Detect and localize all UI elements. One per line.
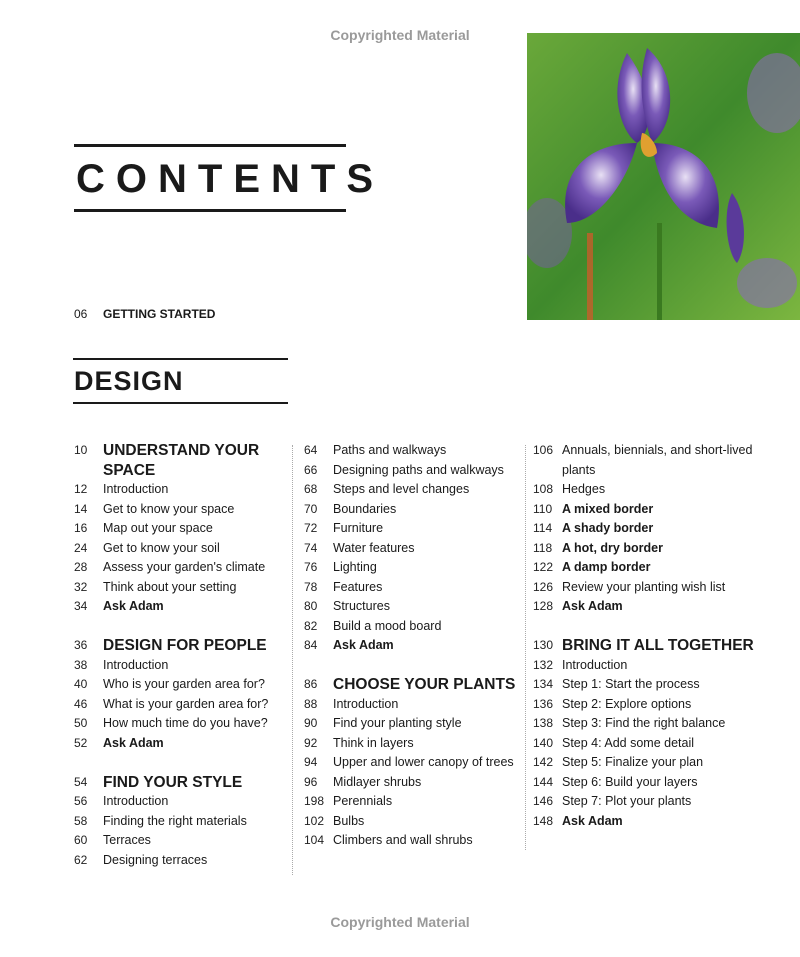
entry-label: Steps and level changes bbox=[333, 482, 470, 496]
page-number: 84 bbox=[304, 638, 318, 652]
toc-entry[interactable] bbox=[533, 792, 758, 812]
page-number: 80 bbox=[304, 599, 318, 613]
entry-label: Step 4: Add some detail bbox=[562, 735, 695, 750]
page-number: 28 bbox=[74, 560, 88, 574]
page-number: 198 bbox=[304, 794, 325, 808]
toc-entry[interactable] bbox=[74, 519, 299, 539]
toc-entry[interactable] bbox=[533, 773, 758, 793]
page-number: 92 bbox=[304, 735, 318, 750]
page-number: 90 bbox=[304, 716, 318, 730]
page-number: 56 bbox=[74, 794, 88, 808]
toc-entry[interactable] bbox=[74, 578, 299, 598]
entry-label: A mixed border bbox=[562, 501, 654, 516]
entry-label: Bulbs bbox=[333, 813, 365, 828]
page-number: 146 bbox=[533, 794, 554, 808]
entry-label: Introduction bbox=[562, 657, 628, 672]
entry-label: Step 6: Build your layers bbox=[562, 774, 698, 789]
toc-entry[interactable] bbox=[533, 734, 758, 754]
entry-label: FIND YOUR STYLE bbox=[103, 773, 243, 791]
entry-label: Midlayer shrubs bbox=[333, 774, 422, 789]
entry-label: A damp border bbox=[562, 560, 651, 574]
page-number: 72 bbox=[304, 521, 318, 535]
spacer bbox=[74, 753, 299, 773]
toc-entry[interactable] bbox=[533, 675, 758, 695]
entry-label: Ask Adam bbox=[103, 599, 164, 613]
toc-entry[interactable] bbox=[304, 753, 529, 773]
toc-chapter-heading[interactable] bbox=[533, 636, 758, 656]
toc-entry[interactable] bbox=[74, 675, 299, 695]
page-number: 14 bbox=[74, 501, 88, 516]
entry-label: Designing terraces bbox=[103, 852, 208, 867]
entry-label: Upper and lower canopy of trees bbox=[333, 755, 514, 769]
entry-label: Think in layers bbox=[333, 735, 414, 750]
copyright-footer: Copyrighted Material bbox=[330, 914, 470, 930]
entry-label: Ask Adam bbox=[562, 813, 623, 828]
page-number: 132 bbox=[533, 657, 554, 672]
entry-label: Step 7: Plot your plants bbox=[562, 794, 692, 808]
title-rule-bottom bbox=[74, 209, 346, 212]
toc-entry[interactable] bbox=[533, 753, 758, 773]
toc-entry[interactable] bbox=[74, 558, 299, 578]
page-number: 62 bbox=[74, 852, 88, 867]
page-number: 36 bbox=[74, 638, 88, 652]
page-number: 138 bbox=[533, 716, 554, 730]
entry-label: Annuals, biennials, and short-lived plants bbox=[562, 443, 753, 477]
toc-entry[interactable] bbox=[304, 636, 529, 656]
page-number: 142 bbox=[533, 755, 554, 769]
toc-entry[interactable] bbox=[304, 480, 529, 500]
entry-label: Step 5: Finalize your plan bbox=[562, 755, 704, 769]
toc-entry[interactable] bbox=[533, 656, 758, 676]
toc-entry[interactable] bbox=[304, 773, 529, 793]
toc-entry[interactable] bbox=[304, 578, 529, 598]
page-number: 16 bbox=[74, 521, 88, 535]
toc-entry[interactable] bbox=[304, 812, 529, 832]
entry-label: Features bbox=[333, 579, 383, 594]
entry-label: Get to know your space bbox=[103, 501, 235, 516]
entry-label: Introduction bbox=[103, 794, 169, 808]
page-number: 110 bbox=[533, 501, 553, 516]
page-number: 38 bbox=[74, 657, 88, 672]
page-number: 108 bbox=[533, 482, 554, 496]
toc-entry[interactable] bbox=[74, 695, 299, 715]
toc-column-2 bbox=[304, 441, 529, 851]
entry-label: Introduction bbox=[333, 696, 399, 711]
toc-entry[interactable] bbox=[304, 558, 529, 578]
toc-chapter-heading[interactable] bbox=[74, 441, 299, 480]
page-number: 58 bbox=[74, 813, 88, 828]
page-number: 60 bbox=[74, 833, 88, 847]
toc-entry[interactable] bbox=[533, 558, 758, 578]
entry-label: Perennials bbox=[333, 794, 393, 808]
toc-entry[interactable] bbox=[304, 539, 529, 559]
page-number: 106 bbox=[533, 443, 554, 457]
toc-entry[interactable] bbox=[74, 851, 299, 871]
entry-label: How much time do you have? bbox=[103, 716, 268, 730]
page-number: 64 bbox=[304, 443, 318, 457]
entry-label: Water features bbox=[333, 540, 415, 555]
page-number: 86 bbox=[304, 677, 318, 691]
page-number: 54 bbox=[74, 774, 88, 789]
toc-entry[interactable] bbox=[74, 597, 299, 617]
toc-entry[interactable] bbox=[304, 714, 529, 734]
page-number: 118 bbox=[533, 540, 553, 555]
toc-chapter-heading[interactable] bbox=[74, 773, 299, 793]
entry-label: Paths and walkways bbox=[333, 443, 447, 457]
page-number: 46 bbox=[74, 696, 88, 711]
spacer bbox=[74, 617, 299, 637]
entry-label: Map out your space bbox=[103, 521, 213, 535]
page-number: 148 bbox=[533, 813, 554, 828]
entry-label: Ask Adam bbox=[103, 735, 164, 750]
toc-entry[interactable] bbox=[533, 597, 758, 617]
toc-entry[interactable] bbox=[74, 539, 299, 559]
toc-column-3 bbox=[533, 441, 758, 831]
toc-entry[interactable] bbox=[533, 519, 758, 539]
page-number: 102 bbox=[304, 813, 325, 828]
entry-label: A shady border bbox=[562, 521, 654, 535]
entry-label: Structures bbox=[333, 599, 390, 613]
toc-entry[interactable] bbox=[74, 792, 299, 812]
toc-entry[interactable] bbox=[304, 500, 529, 520]
toc-entry[interactable] bbox=[304, 441, 529, 461]
entry-label: Step 3: Find the right balance bbox=[562, 716, 726, 730]
entry-label: Hedges bbox=[562, 482, 606, 496]
entry-label: Review your planting wish list bbox=[562, 579, 726, 594]
entry-label: DESIGN FOR PEOPLE bbox=[103, 637, 267, 654]
entry-label: Furniture bbox=[333, 521, 384, 535]
page-number: 06 bbox=[74, 307, 88, 321]
page-number: 50 bbox=[74, 716, 88, 730]
entry-label: Finding the right materials bbox=[103, 813, 247, 828]
entry-label: Introduction bbox=[103, 657, 169, 672]
entry-label: GETTING STARTED bbox=[103, 307, 216, 321]
toc-entry[interactable] bbox=[74, 831, 299, 851]
page-number: 114 bbox=[533, 521, 553, 535]
page-number: 96 bbox=[304, 774, 318, 789]
page-number: 10 bbox=[74, 443, 88, 457]
entry-label: Introduction bbox=[103, 482, 169, 496]
spacer bbox=[533, 617, 758, 637]
entry-label: Ask Adam bbox=[562, 599, 623, 613]
page-number: 68 bbox=[304, 482, 318, 496]
entry-label: Assess your garden's climate bbox=[103, 560, 266, 574]
entry-label: UNDERSTAND YOUR SPACE bbox=[103, 442, 260, 479]
toc-entry[interactable] bbox=[74, 812, 299, 832]
section-title: DESIGN bbox=[74, 366, 184, 396]
toc-entry[interactable] bbox=[74, 500, 299, 520]
toc-entry[interactable] bbox=[74, 480, 299, 500]
section-rule-top bbox=[73, 358, 288, 360]
toc-chapter-heading[interactable] bbox=[74, 636, 299, 656]
section-rule-bottom bbox=[73, 402, 288, 404]
toc-entry-getting-started[interactable] bbox=[74, 307, 215, 321]
page-number: 74 bbox=[304, 540, 318, 555]
page-number: 70 bbox=[304, 501, 318, 516]
page-number: 136 bbox=[533, 696, 554, 711]
entry-label: A hot, dry border bbox=[562, 540, 663, 555]
entry-label: Boundaries bbox=[333, 501, 397, 516]
entry-label: Ask Adam bbox=[333, 638, 394, 652]
entry-label: Get to know your soil bbox=[103, 540, 220, 555]
page-number: 24 bbox=[74, 540, 88, 555]
page-number: 34 bbox=[74, 599, 88, 613]
toc-entry[interactable] bbox=[533, 500, 758, 520]
page-number: 52 bbox=[74, 735, 88, 750]
toc-entry[interactable] bbox=[533, 812, 758, 832]
iris-flower-photo bbox=[527, 33, 800, 320]
toc-entry[interactable] bbox=[533, 695, 758, 715]
toc-entry[interactable] bbox=[304, 831, 529, 851]
page-number: 88 bbox=[304, 696, 318, 711]
entry-label: Who is your garden area for? bbox=[103, 677, 265, 691]
page-number: 140 bbox=[533, 735, 554, 750]
toc-entry[interactable] bbox=[533, 714, 758, 734]
toc-column-1 bbox=[74, 441, 299, 870]
toc-entry[interactable] bbox=[304, 695, 529, 715]
page-number: 126 bbox=[533, 579, 554, 594]
toc-entry[interactable] bbox=[533, 480, 758, 500]
toc-entry[interactable] bbox=[304, 617, 529, 637]
toc-entry[interactable] bbox=[533, 578, 758, 598]
toc-entry[interactable] bbox=[304, 792, 529, 812]
page-number: 40 bbox=[74, 677, 88, 691]
page-number: 128 bbox=[533, 599, 554, 613]
page-number: 82 bbox=[304, 618, 318, 633]
toc-entry[interactable] bbox=[304, 597, 529, 617]
entry-label: Designing paths and walkways bbox=[333, 462, 504, 477]
entry-label: Think about your setting bbox=[103, 579, 237, 594]
page-title: CONTENTS bbox=[76, 157, 384, 201]
entry-label: Terraces bbox=[103, 833, 151, 847]
spacer bbox=[304, 656, 529, 676]
entry-label: BRING IT ALL TOGETHER bbox=[562, 637, 754, 654]
title-rule-top bbox=[74, 144, 346, 147]
toc-entry[interactable] bbox=[74, 714, 299, 734]
entry-label: Build a mood board bbox=[333, 618, 442, 633]
entry-label: Step 2: Explore options bbox=[562, 696, 692, 711]
toc-chapter-heading[interactable] bbox=[304, 675, 529, 695]
page-number: 32 bbox=[74, 579, 88, 594]
entry-label: Find your planting style bbox=[333, 716, 462, 730]
page-number: 122 bbox=[533, 560, 554, 574]
toc-entry[interactable] bbox=[533, 441, 758, 480]
iris-image bbox=[527, 33, 800, 320]
page-number: 134 bbox=[533, 677, 554, 691]
toc-entry[interactable] bbox=[74, 734, 299, 754]
page-number: 78 bbox=[304, 579, 318, 594]
page-number: 94 bbox=[304, 755, 318, 769]
toc-entry[interactable] bbox=[304, 734, 529, 754]
toc-entry[interactable] bbox=[304, 519, 529, 539]
copyright-header: Copyrighted Material bbox=[330, 27, 470, 43]
page-number: 144 bbox=[533, 774, 554, 789]
toc-entry[interactable] bbox=[74, 656, 299, 676]
entry-label: CHOOSE YOUR PLANTS bbox=[333, 676, 516, 693]
entry-label: Step 1: Start the process bbox=[562, 677, 700, 691]
page-number: 130 bbox=[533, 638, 554, 652]
entry-label: Lighting bbox=[333, 560, 377, 574]
entry-label: What is your garden area for? bbox=[103, 696, 269, 711]
entry-label: Climbers and wall shrubs bbox=[333, 833, 473, 847]
toc-entry[interactable] bbox=[304, 461, 529, 481]
toc-entry[interactable] bbox=[533, 539, 758, 559]
page-number: 12 bbox=[74, 482, 88, 496]
page-number: 66 bbox=[304, 462, 318, 477]
page-number: 76 bbox=[304, 560, 318, 574]
page-number: 104 bbox=[304, 833, 325, 847]
